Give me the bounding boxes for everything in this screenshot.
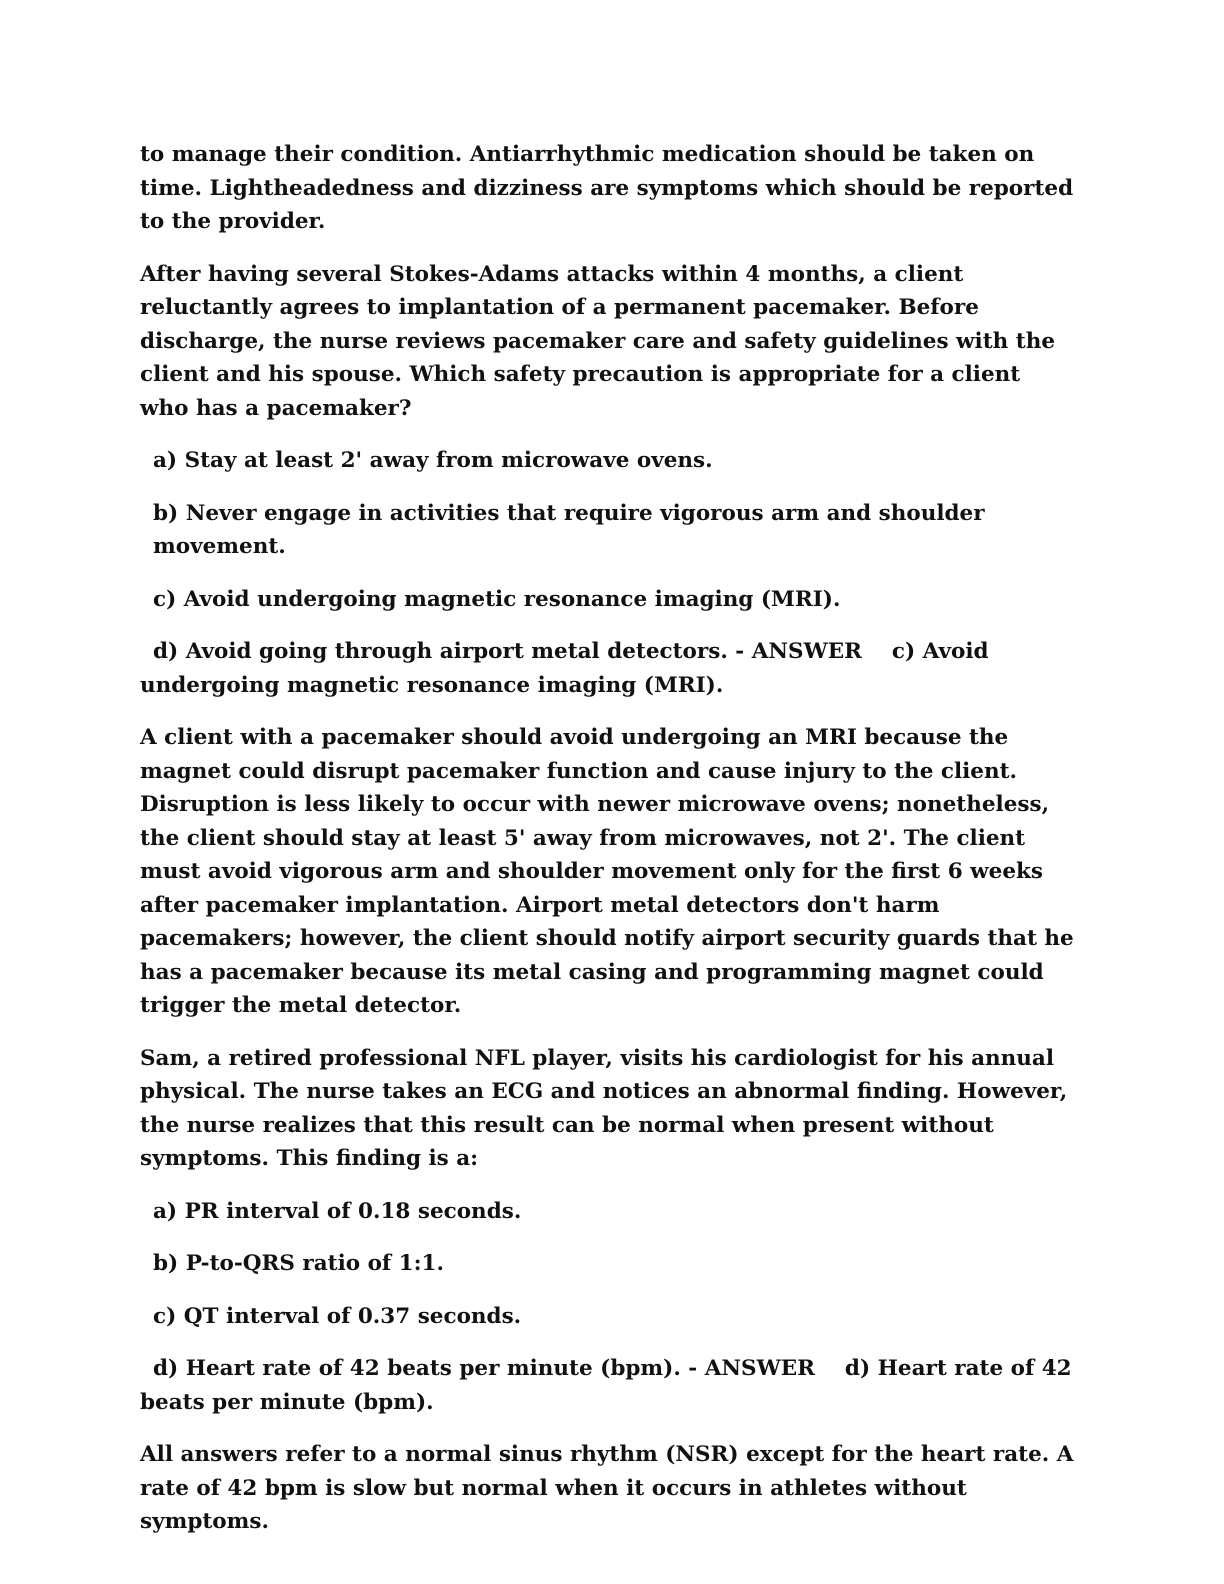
- question-2-option-d: d) Heart rate of 42 beats per minute (bpm).: [153, 1356, 681, 1381]
- question-1-rationale: A client with a pacemaker should avoid undergoing an MRI because the magnet could disrupt pacemaker function and cause injury to the client. Disruption is less likely to occur with newer microwave ovens; nonetheless, the client should stay at least 5' away from microwaves, not 2'. The client must avoid vigorous arm and shoulder movement only for the first 6 weeks after pacemaker implantation. Airport metal detectors don't harm pacemakers; however, the client should notify airport security guards that he has a pacemaker because its metal casing and programming magnet could trigger the metal detector.: [140, 725, 1074, 1018]
- question-2-stem: Sam, a retired professional NFL player, visits his cardiologist for his annual physical. The nurse takes an ECG and notices an abnormal finding. However, the nurse realizes that this result can be normal when present without symptoms. This finding is a:: [140, 1045, 1068, 1171]
- question-1-option-b: b) Never engage in activities that require vigorous arm and shoulder movement.: [153, 500, 985, 559]
- question-2-rationale: All answers refer to a normal sinus rhythm (NSR) except for the heart rate. A rate of 42 bpm is slow but normal when it occurs in athletes without symptoms.: [140, 1442, 1074, 1534]
- question-2-option-a: a) PR interval of 0.18 seconds.: [153, 1198, 522, 1224]
- question-2-answer: d) Heart rate of 42 beats per minute (bpm).: [140, 1356, 1072, 1415]
- question-1-option-a: a) Stay at least 2' away from microwave ovens.: [153, 448, 713, 473]
- question-1-answer: c) Avoid undergoing magnetic resonance imaging (MRI).: [140, 639, 989, 698]
- question-1-stem: After having several Stokes-Adams attacks within 4 months, a client reluctantly agrees to implantation of a permanent pacemaker. Before discharge, the nurse reviews pacemaker care and safety guidelines with the client and his spouse. Which safety precaution is appropriate for a client who has a pacemaker?: [140, 261, 1056, 421]
- question-2-option-d-with-answer: [140, 1352, 1075, 1419]
- question-1-option-d-with-answer: [140, 635, 1075, 702]
- question-2-option-c: c) QT interval of 0.37 seconds.: [153, 1303, 522, 1329]
- question-1: [140, 258, 1075, 1023]
- question-1-option-d: d) Avoid going through airport metal detectors.: [153, 639, 728, 664]
- question-1-option-c: c) Avoid undergoing magnetic resonance imaging (MRI).: [153, 586, 841, 612]
- question-2-option-b: b) P-to-QRS ratio of 1:1.: [153, 1251, 445, 1276]
- question-2: [140, 1042, 1075, 1539]
- document-page: [140, 138, 1075, 1558]
- answer-marker: - ANSWER: [727, 639, 862, 664]
- continuation-paragraph: to manage their condition. Antiarrhythmic medication should be taken on time. Lightheadedness and dizziness are symptoms which should be reported to the provider.: [140, 142, 1074, 234]
- answer-marker: - ANSWER: [680, 1356, 815, 1381]
